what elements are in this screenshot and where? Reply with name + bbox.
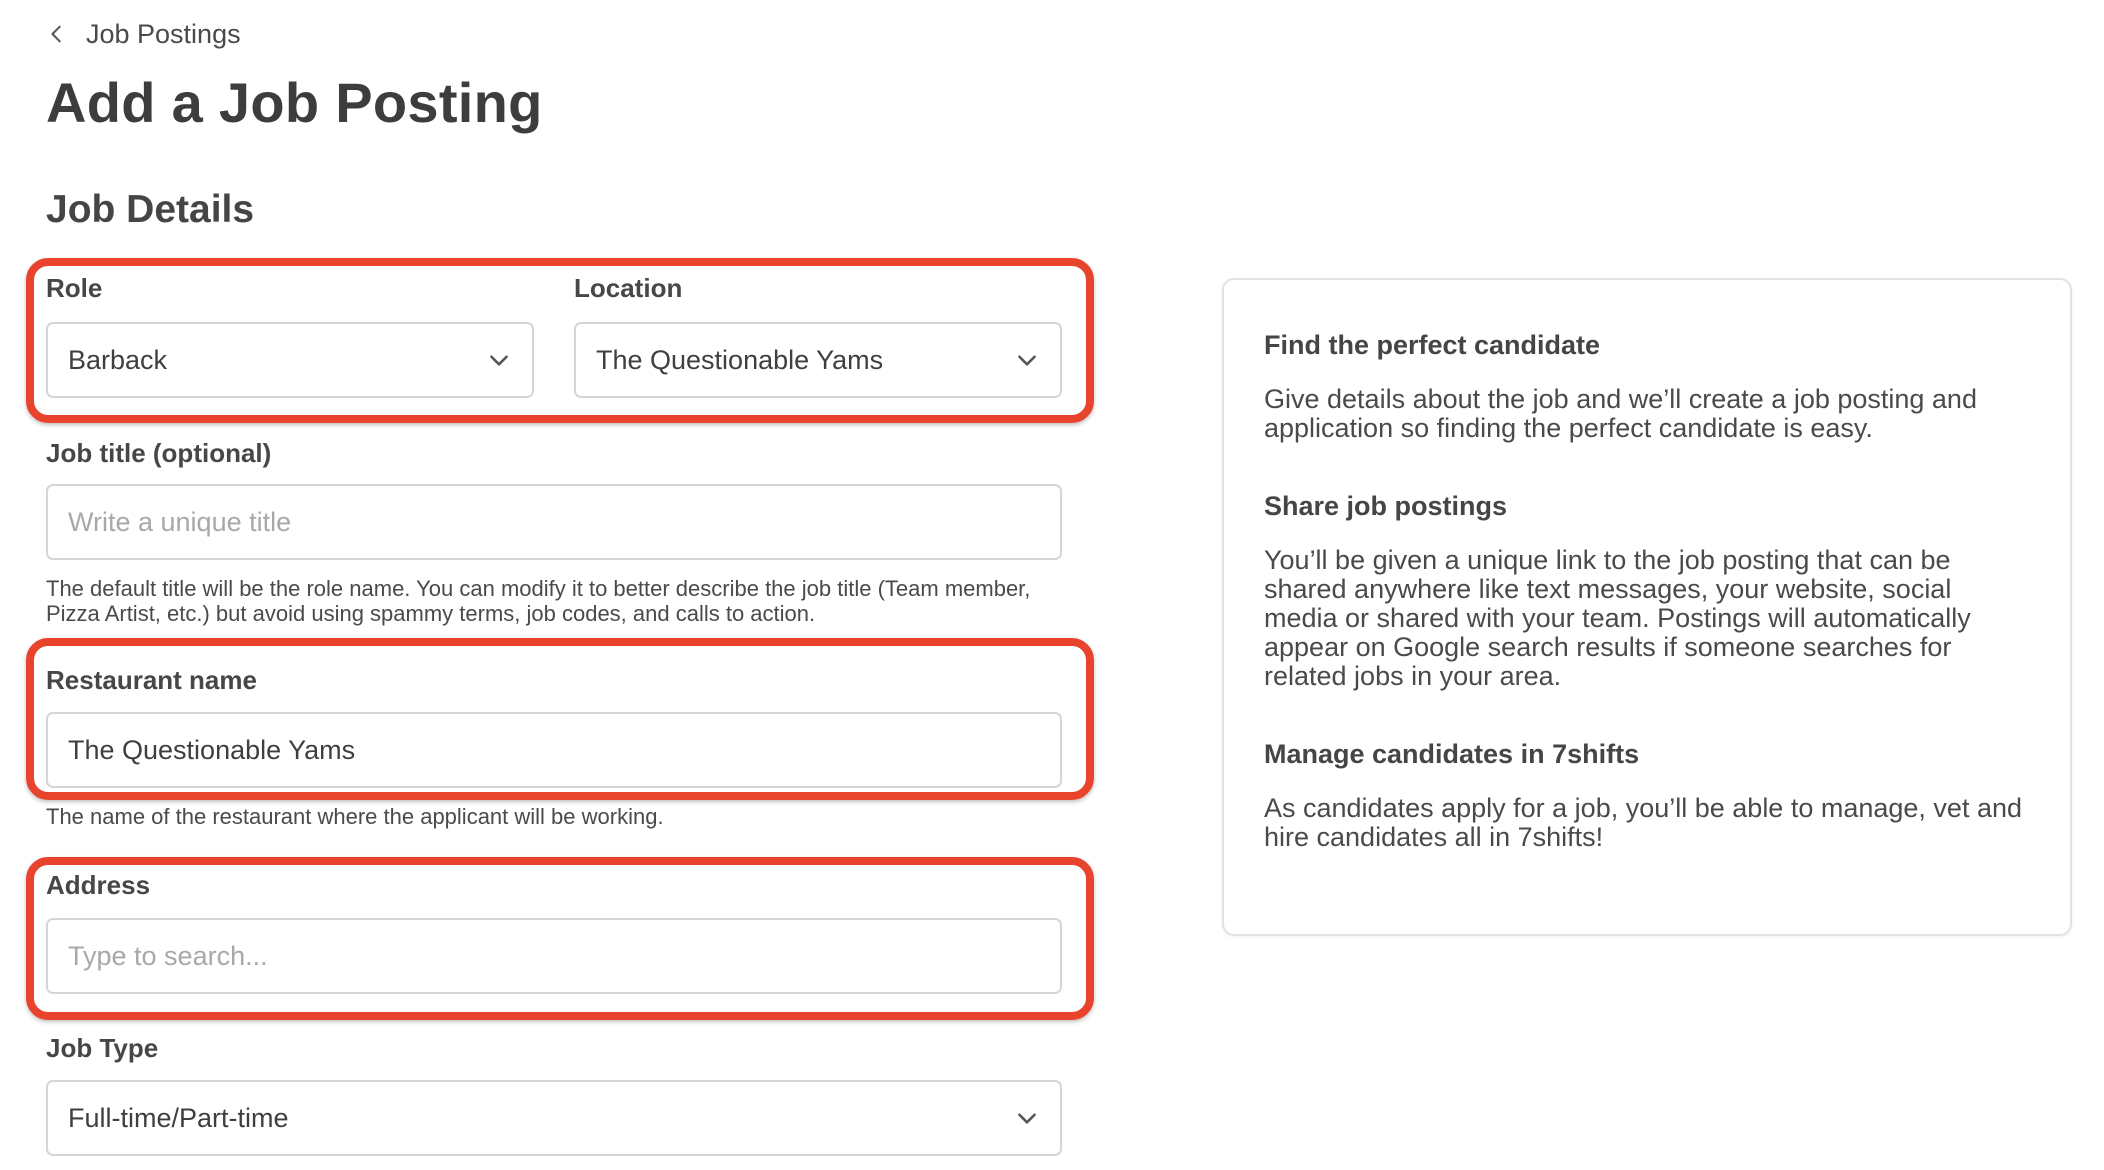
job-type-select-value: Full-time/Part-time	[68, 1102, 289, 1133]
info-body-find-candidate: Give details about the job and we’ll create a job posting and application so finding the perfect candidate is easy.	[1264, 384, 1977, 443]
role-select[interactable]	[46, 322, 534, 398]
job-title-label: Job title (optional)	[46, 438, 272, 468]
chevron-left-icon	[46, 23, 68, 45]
job-type-select[interactable]	[46, 1080, 1062, 1156]
info-heading-find-candidate: Find the perfect candidate	[1264, 330, 1601, 360]
section-title: Job Details	[46, 188, 255, 231]
job-title-input[interactable]	[46, 484, 1062, 560]
info-body-manage-candidates: As candidates apply for a job, you’ll be able to manage, vet and hire candidates all in 7shifts!	[1264, 793, 2022, 852]
location-label: Location	[574, 273, 683, 303]
info-body-share-postings: You’ll be given a unique link to the job posting that can be shared anywhere like text messages, your website, social media or shared with your team. Postings will automatically appear on Google search results if someone searches for related jobs in your area.	[1264, 545, 1971, 691]
chevron-down-icon	[1014, 347, 1040, 373]
info-panel	[1222, 278, 2072, 936]
job-title-placeholder: Write a unique title	[68, 506, 292, 537]
chevron-down-icon	[1014, 1105, 1040, 1131]
restaurant-name-help-text: The name of the restaurant where the applicant will be working.	[46, 804, 664, 829]
chevron-down-icon	[486, 347, 512, 373]
location-select-value: The Questionable Yams	[596, 344, 884, 375]
location-select[interactable]	[574, 322, 1062, 398]
page-title: Add a Job Posting	[46, 71, 543, 134]
role-label: Role	[46, 273, 103, 303]
restaurant-name-input[interactable]	[46, 712, 1062, 788]
restaurant-name-label: Restaurant name	[46, 665, 257, 695]
address-placeholder: Type to search...	[68, 940, 268, 971]
address-search-input[interactable]	[46, 918, 1062, 994]
breadcrumb-back-link[interactable]	[46, 14, 241, 54]
info-heading-share-postings: Share job postings	[1264, 491, 1508, 521]
info-heading-manage-candidates: Manage candidates in 7shifts	[1264, 739, 1640, 769]
job-type-label: Job Type	[46, 1033, 159, 1063]
role-select-value: Barback	[68, 344, 168, 375]
address-label: Address	[46, 870, 151, 900]
breadcrumb-label: Job Postings	[86, 18, 241, 49]
restaurant-name-value: The Questionable Yams	[68, 734, 356, 765]
job-title-help-text: The default title will be the role name. You can modify it to better describe the job title (Team member, Pizza Artist, etc.) but avoid using spammy terms, job codes, and calls to action.	[46, 576, 1031, 626]
